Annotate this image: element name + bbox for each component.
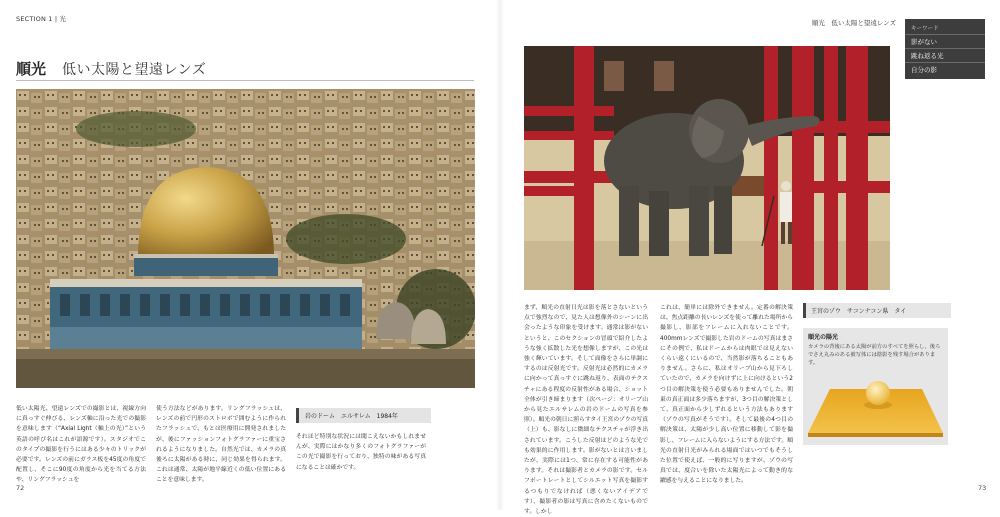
diagram-caption: カメラの背後にある太陽が前方のすべてを照らし、後ろでさえ丸みのある被写体には陰影を残す場合があります。 bbox=[808, 344, 941, 366]
title-sub: 低い太陽と望遠レンズ bbox=[62, 62, 207, 78]
photo-caption-left: 岩のドーム エルサレム 1984年 bbox=[296, 408, 431, 423]
keyword-item: 跳ね返る光 bbox=[905, 48, 985, 62]
page-number-right: 73 bbox=[978, 484, 987, 492]
running-head: 順光 低い太陽と望遠レンズ bbox=[811, 19, 896, 27]
photo-caption-right: 王宮のゾウ サコンナコン県 タイ bbox=[803, 303, 951, 318]
diagram-title: 順光の陽光 bbox=[808, 334, 839, 341]
section-label: SECTION 1 | 光 bbox=[16, 15, 67, 23]
left-page bbox=[0, 0, 500, 510]
body-column-5: これは、簡単には除外できません。定番の解決策は、焦点距離の長いレンズを使って離れた場所から撮影し、影部をフレームに入れないことです。400mmレンズで撮影した岩のドームの写真はまさにその例で、私はドームからは肉眼では見えないくらい遠くにいるので、当然影が落ちることもありません。さらに、私はオリーブ山から見下ろしていたので、カメラを向けずに上に向けるという2つ目の解決策を使う必要もありませんでした。朝東の真正面は多少落ちますが、3つ目の解決策として、真正面から少しずれるという方法もあります（ゾウの写真がそうです）。そして最後の4つ目の解決策は、太陽が少し高い位置に移動して影を撮影し、フレームに入らないようにする方法です。順光の直射日光がみられる場面ではいつでもそうした位置で使えば、一般的に写りますが、ゾウの写真では、度合いを除いた太陽光によって動き的な躍感を与えることになりました。 bbox=[660, 305, 794, 485]
keyword-item: 影がない bbox=[905, 34, 985, 48]
photo-elephant bbox=[524, 46, 890, 290]
keyword-item: 自分の影 bbox=[905, 62, 985, 76]
body-column-2: 使う方法などがあります。リングフラッシュは、レンズの前で円形のストロボで囲むように作られたフラッシュで、もとは医療用に開発されましたが、後にファッションフォトグラファーに重宝されるようになりました。自然光では、カメラの真後ろに太陽がある時に、同じ効果を得られます。これは通常、太陽が地平線近くの低い位置にあることを意味します。 bbox=[156, 406, 286, 484]
title-main: 順光 bbox=[16, 60, 47, 78]
right-page bbox=[500, 0, 1000, 516]
frontlight-diagram bbox=[803, 328, 948, 445]
body-column-1: 低い太陽光、望遠レンズでの撮影とは、視線方向に真っすぐ伸びる、レンズ軸に沿った光での撮影を意味します（“Axial Light（軸上の光）”という英語の呼び名はこれが語源です）。スタジオでこのタイプの撮影を行うにはある少々のトリックが必要です。レンズの前にガラス板を45度の角度で配置し、そこに90度の角度から光を当てる方法や、リングフラッシュを bbox=[16, 406, 146, 484]
page-title bbox=[16, 58, 474, 81]
keyword-box bbox=[905, 19, 985, 79]
keyword-title: キーワード bbox=[911, 26, 939, 32]
page-number-left: 72 bbox=[16, 484, 25, 492]
photo-dome-of-the-rock bbox=[16, 89, 475, 388]
diagram-illustration bbox=[808, 371, 943, 439]
body-column-4: まず、順光の直射日光は影を落とさないという点で強烈なので、見た人は想像外のシーンに出会ったような印象を受けます。通常は影がないというと、このセクションの冒頭で紹介したような強く拡散した光を想像しますが、この光は強く輝いています。そして面像をさらに単調にするのは反射光です。反射光は必然的にカメラに向かって真っすぐに跳ね返り、表面のテクスチャにある程度の反射性がある場合、ショット全体が引き締まります（次ページ：オリーブ山から見たエルサレムの岩のドームの写真を参照）。順光の朝日に照らすタイ王宮のゾウの写真（上）も、影なしに微細なテクスチャが浮き出されています。こうした反射はどのような光でも効果的に作用します。影がないとは言いましたが、実際には1つ、常に存在する可能性があります。それは撮影者とカメラの影です。セルフポートレートとしてシルエット写真を撮影するつもりでなければ（悪くないアイデアです）、撮影者の影は写真に含めたくないものです。しかし bbox=[524, 305, 648, 516]
body-column-3: それほど特別な状況には聞こえないかもしれませんが、実際にはかなり多くのフォトグラファーがこの光で撮影を行っており、独特の味がある写真になることは確かです。 bbox=[296, 434, 426, 471]
